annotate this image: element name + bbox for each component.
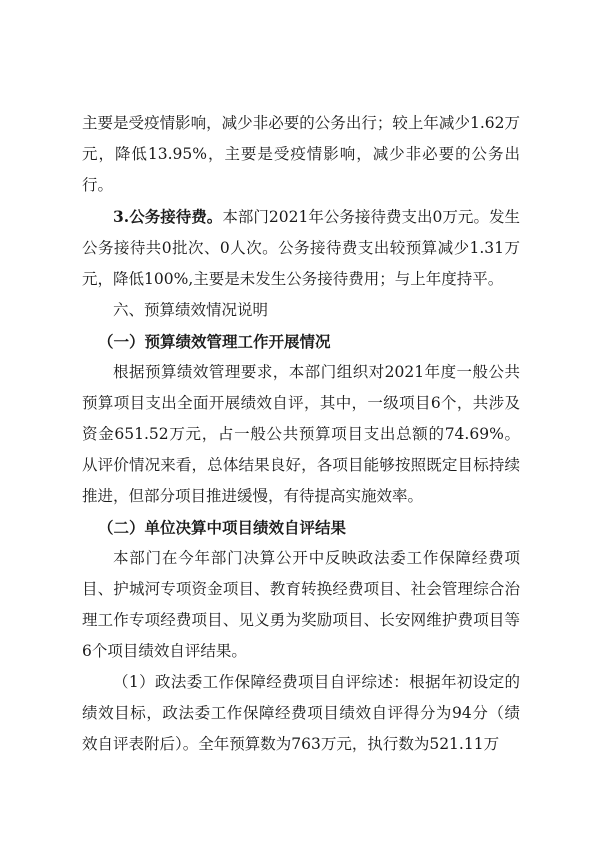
reception-expenses-lead: 3.公务接待费。	[113, 207, 223, 226]
paragraph-management: 根据预算绩效管理要求，本部门组织对2021年度一般公共预算项目支出全面开展绩效自评，其中，一级项目6个，共涉及资金651.52万元，占一般公共预算项目支出总额的74.69%。从评价情况来看，总体结果良好，各项目能够按照既定目标持续推进，但部分项目推进缓慢，有待提高实施效率。	[82, 363, 520, 505]
subsection-heading-self-evaluation: （二）单位决算中项目绩效自评结果	[98, 518, 347, 537]
reception-expenses-body: 本部门2021年公务接待费支出0万元。发生公务接待共0批次、0人次。公务接待费支出较预算减少1.31万元，降低100%,主要是未发生公务接待费用；与上年度持平。	[82, 208, 520, 288]
document-page	[82, 108, 520, 760]
paragraph-official-travel-continued: 主要是受疫情影响，减少非必要的公务出行；较上年减少1.62万元，降低13.95%，主要是受疫情影响，减少非必要的公务出行。	[82, 114, 520, 194]
section-heading-performance: 六、预算绩效情况说明	[113, 301, 269, 319]
paragraph-project-1: （1）政法委工作保障经费项目自评综述：根据年初设定的绩效目标，政法委工作保障经费项目绩效自评得分为94分（绩效自评表附后）。全年预算数为763万元，执行数为521.11万	[82, 673, 520, 753]
subsection-heading-management: （一）预算绩效管理工作开展情况	[98, 332, 331, 351]
paragraph-reception-expenses	[82, 201, 520, 295]
paragraph-self-evaluation: 本部门在今年部门决算公开中反映政法委工作保障经费项目、护城河专项资金项目、教育转换经费项目、社会管理综合治理工作专项经费项目、见义勇为奖励项目、长安网维护费项目等6个项目绩效自评结果。	[82, 549, 520, 660]
